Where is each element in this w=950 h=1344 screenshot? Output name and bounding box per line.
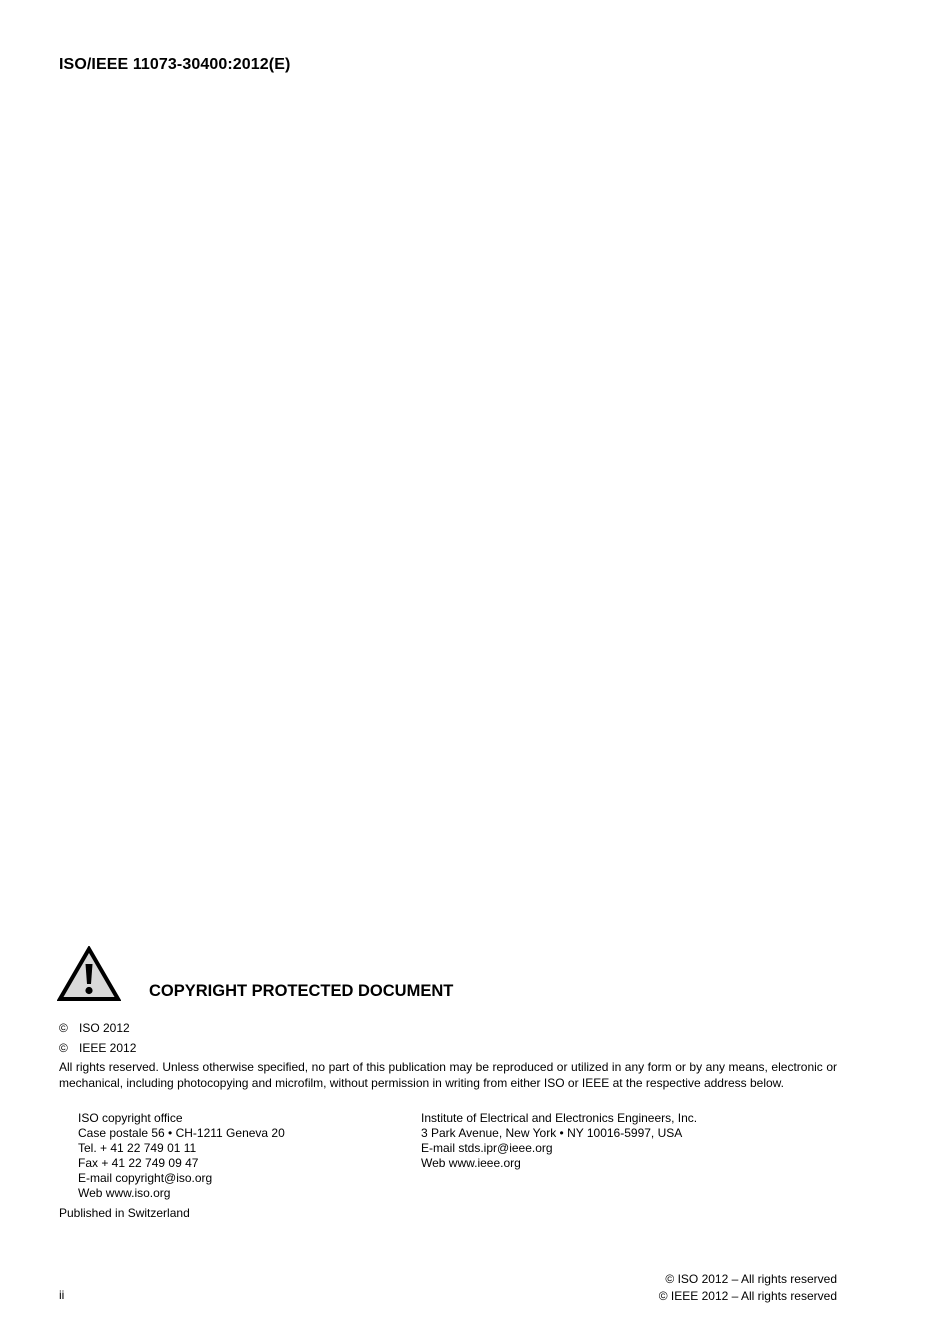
footer-iso-notice: © ISO 2012 – All rights reserved [665,1272,837,1286]
document-id: ISO/IEEE 11073-30400:2012(E) [59,56,291,73]
copyright-ieee-text: IEEE 2012 [79,1041,137,1055]
published-location: Published in Switzerland [59,1206,190,1220]
iso-address-line: Case postale 56 • CH-1211 Geneva 20 [78,1126,285,1140]
ieee-address [421,1111,697,1171]
warning-title: COPYRIGHT PROTECTED DOCUMENT [149,982,454,1000]
page-number: ii [59,1288,65,1302]
rights-statement: All rights reserved. Unless otherwise specified, no part of this publication may be reproduced or utilized in any form or by any means, electronic or mechanical, including photocopying and microfilm, without permission in writing from either ISO or IEEE at the respective address below. [59,1060,837,1090]
ieee-address-line: 3 Park Avenue, New York • NY 10016-5997, USA [421,1126,683,1140]
iso-email: E-mail copyright@iso.org [78,1171,213,1185]
copyright-iso-text: ISO 2012 [79,1021,130,1035]
iso-address [78,1111,285,1201]
ieee-email: E-mail stds.ipr@ieee.org [421,1141,553,1155]
copyright-symbol: © [59,1021,68,1035]
warning-triangle-icon [57,946,121,1002]
footer-copyright [659,1271,837,1305]
copyright-ieee [59,1041,136,1055]
copyright-warning [57,946,837,1004]
copyright-iso [59,1021,130,1035]
iso-address-line: ISO copyright office [78,1111,183,1125]
footer-ieee-notice: © IEEE 2012 – All rights reserved [658,1289,837,1303]
ieee-web: Web www.ieee.org [421,1156,521,1170]
iso-address-line: Tel. + 41 22 749 01 11 [78,1141,197,1155]
iso-web: Web www.iso.org [78,1186,171,1200]
copyright-symbol: © [59,1041,68,1055]
ieee-address-line: Institute of Electrical and Electronics Engineers, Inc. [421,1111,698,1125]
iso-address-line: Fax + 41 22 749 09 47 [78,1156,199,1170]
